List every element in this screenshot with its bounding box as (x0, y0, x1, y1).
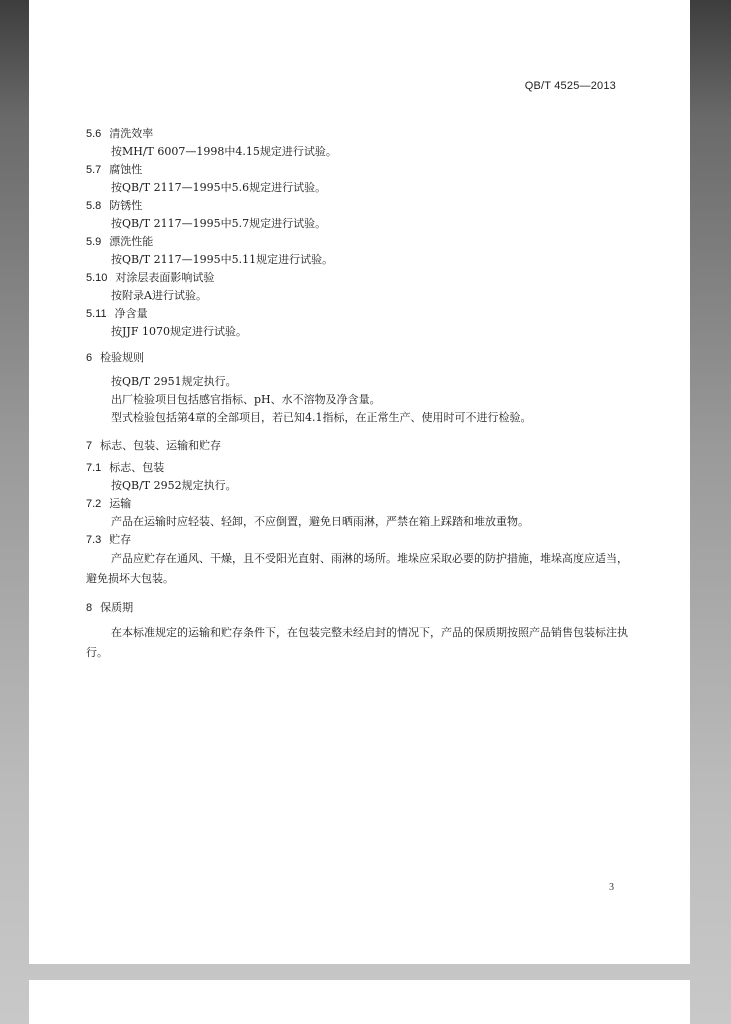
section-title: 检验规则 (100, 351, 145, 364)
section-text-6-p1: 按QB/T 2951规定执行。 (111, 375, 237, 388)
section-title: 对涂层表面影响试验 (115, 271, 215, 284)
section-text-5-10: 按附录A进行试验。 (111, 289, 207, 302)
section-heading-7-1 (86, 459, 646, 477)
section-title: 标志、包装、运输和贮存 (100, 439, 222, 452)
section-heading-6 (86, 349, 646, 367)
section-text-5-9: 按QB/T 2117—1995中5.11规定进行试验。 (111, 253, 334, 266)
section-title: 贮存 (109, 533, 132, 546)
standard-code: QB/T 4525—2013 (524, 80, 616, 92)
section-title: 保质期 (100, 601, 134, 614)
section-title: 防锈性 (109, 199, 143, 212)
section-title: 腐蚀性 (109, 163, 143, 176)
section-number: 5.10 (86, 272, 108, 284)
section-heading-5-11 (86, 305, 646, 323)
section-text-5-11: 按JJF 1070规定进行试验。 (111, 325, 247, 338)
section-number: 5.9 (86, 236, 102, 248)
section-number: 7.3 (86, 534, 102, 546)
section-heading-5-6 (86, 125, 646, 143)
section-heading-5-8 (86, 197, 646, 215)
section-heading-8 (86, 599, 646, 617)
page-content (86, 125, 646, 663)
section-title: 标志、包装 (109, 461, 165, 474)
section-number: 6 (86, 352, 93, 364)
section-title: 运输 (109, 497, 132, 510)
section-heading-7-3 (86, 531, 646, 549)
section-title: 漂洗性能 (109, 235, 154, 248)
section-heading-5-10 (86, 269, 646, 287)
section-text-7-2: 产品在运输时应轻装、轻卸，不应倒置，避免日晒雨淋，严禁在箱上踩踏和堆放重物。 (111, 515, 529, 528)
section-text-5-7: 按QB/T 2117—1995中5.6规定进行试验。 (111, 181, 327, 194)
section-text-8: 在本标准规定的运输和贮存条件下，在包装完整未经启封的情况下，产品的保质期按照产品销售包装标注执行。 (86, 626, 628, 659)
page-number: 3 (609, 882, 614, 893)
section-heading-5-7 (86, 161, 646, 179)
section-text-5-8: 按QB/T 2117—1995中5.7规定进行试验。 (111, 217, 327, 230)
section-number: 8 (86, 602, 93, 614)
section-text-7-1: 按QB/T 2952规定执行。 (111, 479, 237, 492)
section-number: 5.6 (86, 128, 102, 140)
section-text-7-3: 产品应贮存在通风、干燥，且不受阳光直射、雨淋的场所。堆垛应采取必要的防护措施，堆垛高度应适当，避免损坏大包装。 (86, 552, 628, 585)
section-number: 7 (86, 440, 93, 452)
section-heading-7 (86, 437, 646, 455)
section-title: 清洗效率 (109, 127, 154, 140)
section-heading-5-9 (86, 233, 646, 251)
document-page (29, 0, 690, 964)
section-number: 7.1 (86, 462, 102, 474)
section-text-5-6: 按MH/T 6007—1998中4.15规定进行试验。 (111, 145, 337, 158)
next-page-edge (29, 980, 690, 1024)
section-title: 净含量 (114, 307, 148, 320)
section-number: 5.8 (86, 200, 102, 212)
section-number: 7.2 (86, 498, 102, 510)
section-number: 5.7 (86, 164, 102, 176)
section-heading-7-2 (86, 495, 646, 513)
section-text-6-p2: 出厂检验项目包括感官指标、pH、水不溶物及净含量。 (111, 393, 381, 406)
section-text-6-p3: 型式检验包括第4章的全部项目，若已知4.1指标，在正常生产、使用时可不进行检验。 (111, 411, 532, 424)
section-number: 5.11 (86, 308, 107, 320)
